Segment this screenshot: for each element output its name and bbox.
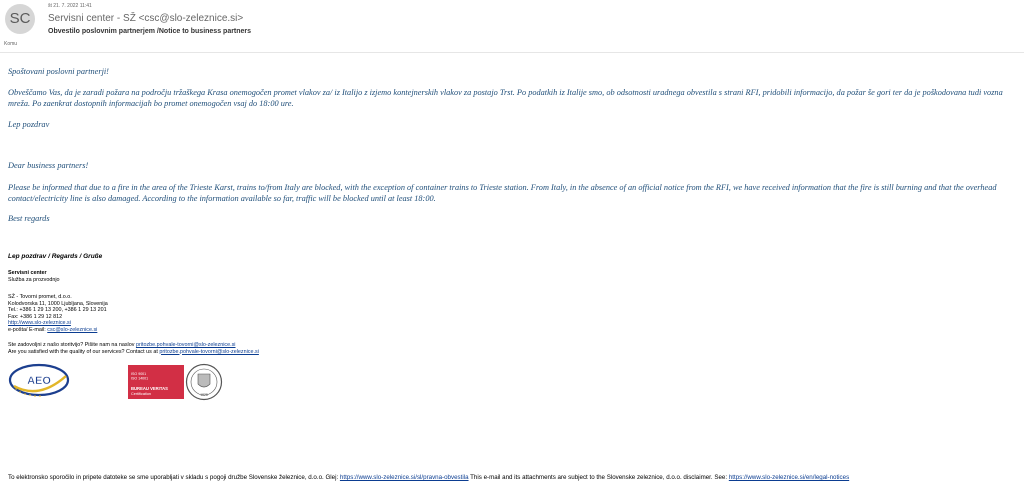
sl-greeting: Spoštovani poslovni partnerji! <box>8 67 109 76</box>
message-date: št 21. 7. 2022 11:41 <box>48 3 92 9</box>
unit-name: Servisni center <box>8 270 47 276</box>
complaint-sl-text: Ste zadovoljni z našo storitvijo? Pišite nam na naslov <box>8 342 135 348</box>
bureau-veritas-logo <box>128 362 230 402</box>
bv-iso-9001: ISO 9001 <box>131 372 147 376</box>
signature-complaints <box>8 342 259 355</box>
company-tel: Tel.: +386 1 29 13 200, +386 1 29 13 201 <box>8 307 107 314</box>
bv-year: 1828 <box>200 393 208 397</box>
unit-desc: Služba za prozvodnjo <box>8 276 60 283</box>
bv-cert: Certification <box>131 392 152 396</box>
complaint-email-link-en[interactable]: pritozbe.pohvale-tovorni@slo-zeleznice.si <box>159 348 259 355</box>
en-closing: Best regards <box>8 214 50 223</box>
sl-paragraph: Obveščamo Vas, da je zaradi požara na področju tržaškega Krasa onemogočen promet vlakov za/ iz Italijo z izjemo kontejnerskih vlakov za postajo Trst. Po podatkih iz Italije smo, ob odsotnosti uradnega obvestila s strani RFI, pridobili informacijo, da požar še gori ter da je poškodovana tudi vozna mreža. Po zaenkrat dostopnih informacijah bo promet onemogočen vsaj do 18:00 ure. <box>8 88 1003 108</box>
email-label: e-pošta/ E-mail: <box>8 326 46 333</box>
company-fax: Fax: +386 1 29 12 812 <box>8 313 63 320</box>
message-header <box>0 0 1024 52</box>
signature-unit <box>8 270 60 283</box>
signature-contact <box>8 294 108 334</box>
signature-title: Lep pozdrav / Regards / Gruße <box>8 253 103 260</box>
message-subject: Obvestilo poslovnim partnerjem /Notice to business partners <box>48 28 252 35</box>
complaint-sl-line <box>8 342 259 349</box>
footer-sl-text: To elektronsko sporočilo in pripete datoteke se sme uporabljati v skladu s pogoji družbe Slovenske železnice, d.o.o. Glej: <box>8 474 339 481</box>
footer-sl-link[interactable]: https://www.slo-zeleznice.si/sl/pravna-obvestila <box>339 474 469 481</box>
bv-iso-14001: ISO 14001 <box>131 376 149 381</box>
company-web-link[interactable]: http://www.slo-zeleznice.si <box>8 320 71 327</box>
complaint-en-text: Are you satisfied with the quality of our services? Contact us at <box>8 348 158 355</box>
footer-en-text: This e-mail and its attachments are subject to the Slovenske zeleznice, d.o.o. disclaimer. See: <box>470 474 728 481</box>
footer-en-link[interactable]: https://www.slo-zeleznice.si/en/legal-notices <box>728 474 850 481</box>
en-paragraph: Please be informed that due to a fire in the area of the Trieste Karst, trains to/from Italy are blocked, with the exception of container trains to Trieste station. From Italy, in the absence of an official notice from the RFI, we have received information that the fire is still burning and that the overhead contact/electricity line is also damaged. According to the information available so far, traffic will be blocked until at least 18:00. <box>8 183 997 203</box>
bv-name: BUREAU VERITAS <box>131 386 168 391</box>
complaint-en-line <box>8 349 259 356</box>
en-greeting: Dear business partners! <box>8 161 89 170</box>
company-email-link[interactable]: csc@slo-zeleznice.si <box>47 326 98 333</box>
complaint-email-link-sl[interactable]: pritozbe.pohvale-tovorni@slo-zeleznice.si <box>135 342 236 348</box>
aeo-logo <box>8 362 70 398</box>
company-name: SŽ - Tovorni promet, d.o.o. <box>8 294 72 300</box>
legal-footer <box>8 474 849 481</box>
sender-avatar[interactable]: SC <box>5 4 35 34</box>
email-line <box>8 327 108 334</box>
aeo-logo-text: AEO <box>27 375 51 387</box>
to-label: Komu <box>4 41 18 47</box>
sender-name[interactable]: Servisni center - SŽ <csc@slo-zeleznice.si> <box>48 13 244 24</box>
header-divider <box>0 52 1024 53</box>
sl-closing: Lep pozdrav <box>8 120 50 129</box>
company-address: Kolodvorska 11, 1000 Ljubljana, Slovenija <box>8 300 108 307</box>
